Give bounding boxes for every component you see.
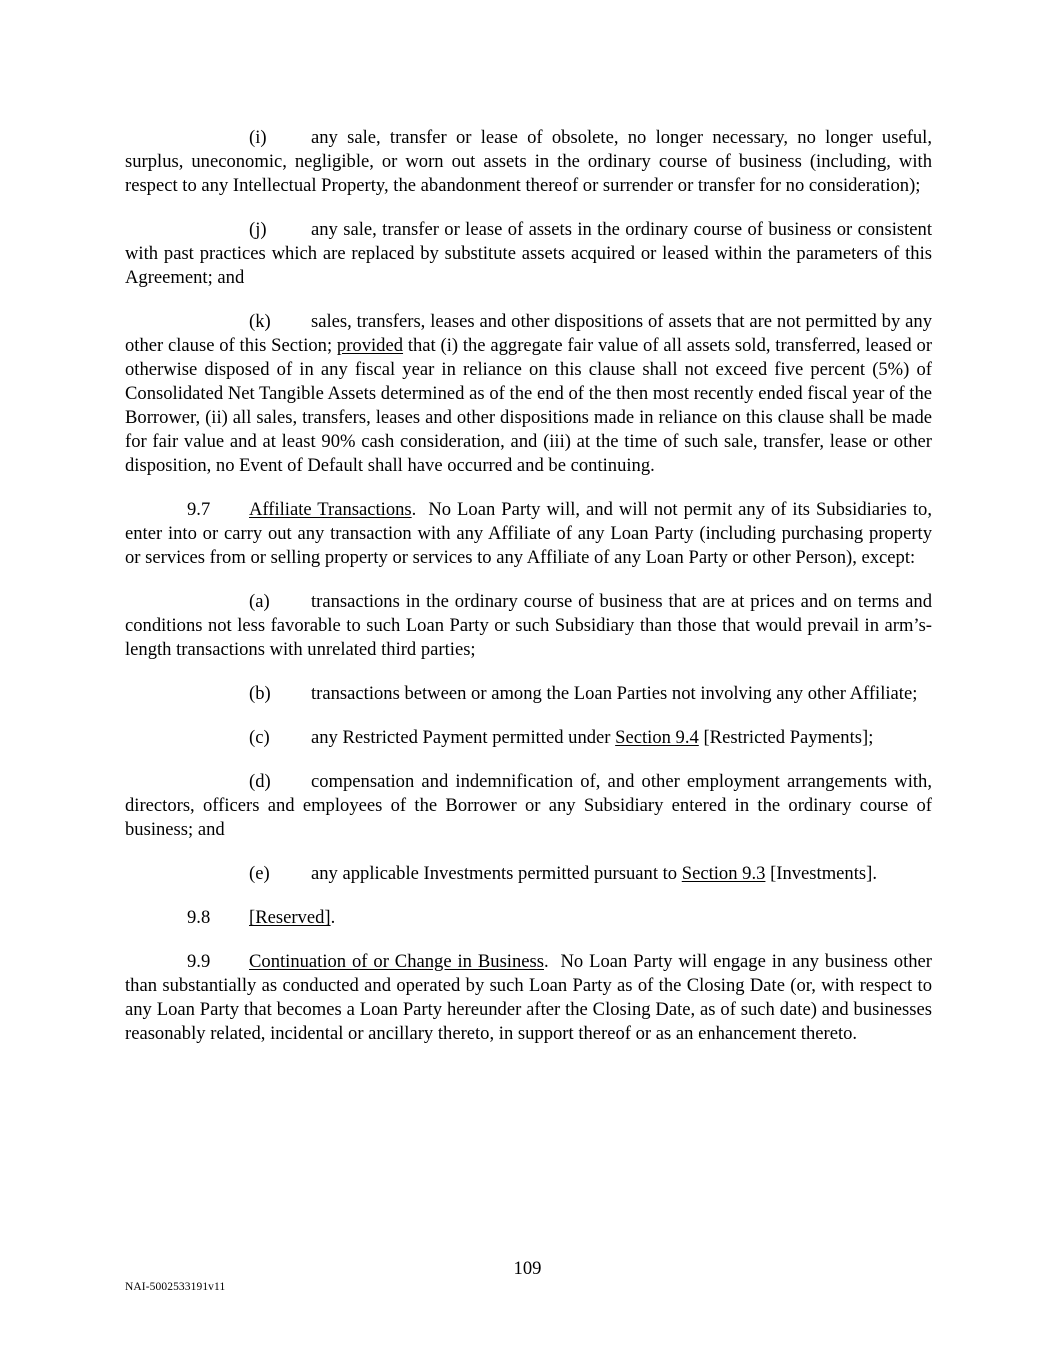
clause-text: any sale, transfer or lease of obsolete, no longer necessary, no longer useful, surplus, uneconomic, negligible, or worn out assets in the ordinary course of business (including, with respect to any Intellectual Property, the abandonment thereof or surrender or transfer for no consideration); [125,127,932,196]
clause-label: (c) [249,727,270,748]
section-9-4-link[interactable]: Section 9.4 [615,727,699,748]
clause-text: that (i) the aggregate fair value of all assets sold, transferred, leased or otherwise disposed of in any fiscal year in reliance on this clause shall not exceed five percent (5%) of Consolidated Net Tangible Assets determined as of the end of the then most recently ended fiscal year of the Borrower, (ii) all sales, transfers, leases and other dispositions made in reliance on this clause shall be made for fair value and at least 90% cash consideration, and (iii) at the time of such sale, transfer, lease or other disposition, no Event of Default shall have occurred and be continuing. [125,335,933,476]
clause-label: (i) [249,127,267,148]
clause-k [125,310,932,478]
clause-text: any Restricted Payment permitted under [311,727,611,748]
clause-text: transactions in the ordinary course of business that are at prices and on terms and conditions not less favorable to such Loan Party or such Subsidiary than those that would prevail in arm’s-length transactions with unrelated third parties; [125,591,932,660]
clause-label: (a) [249,591,270,612]
section-9-3-link[interactable]: Section 9.3 [681,863,766,884]
section-heading: Affiliate Transactions [249,499,412,520]
section-heading: [Reserved] [249,907,331,928]
clause-label: (d) [249,771,271,792]
clause-e [125,862,932,886]
clause-j [125,218,932,290]
clause-label: (k) [249,311,271,332]
clause-d [125,770,932,842]
section-text: No Loan Party will, and will not permit any of its Subsidiaries to, enter into or carry out any transaction with any Affiliate of any Loan Party (including purchasing property or services from or selling property or services to any Affiliate of any Loan Party or other Person), except: [125,499,933,568]
clause-text: [Restricted Payments]; [703,727,874,748]
clause-text: sales, transfers, leases and other dispositions of assets that are not permitted by any other clause of this Section; [125,311,932,356]
clause-label: (e) [249,863,270,884]
clause-text: any sale, transfer or lease of assets in the ordinary course of business or consistent with past practices which are replaced by substitute assets acquired or leased within the parameters of this Agreement; and [125,219,932,288]
clause-i [125,126,932,198]
clause-a [125,590,932,662]
provided-term: provided [336,335,404,356]
clause-c [125,726,932,750]
clause-label: (j) [249,219,267,240]
page-number: 109 [513,1258,542,1279]
clause-label: (b) [249,683,271,704]
section-heading: Continuation of or Change in Business [249,951,544,972]
section-9-7: 9.7 Affiliate Transactions. No Loan Party will, and will not permit any of its Subsidiaries to, enter into or carry out any transaction with any Affiliate of any Loan Party (including purchasing property or services from or selling property or services to any Affiliate of any Loan Party or other Person), except: [125,499,933,568]
clause-text: any applicable Investments permitted pursuant to [311,863,678,884]
section-number: 9.9 [187,951,211,972]
section-trail: . [330,907,336,928]
section-9-9: 9.9 Continuation of or Change in Business. No Loan Party will engage in any business other than substantially as conducted and operated by such Loan Party as of the Closing Date (or, with respect to any Loan Party that becomes a Loan Party hereunder after the Closing Date, as of such date) and businesses reasonably related, incidental or ancillary thereto, in support thereof or as an enhancement thereto. [125,951,932,1044]
clause-text: [Investments]. [770,863,877,884]
clause-text: transactions between or among the Loan Parties not involving any other Affiliate; [311,683,918,704]
clause-b [125,682,932,706]
document-page [125,126,932,1066]
section-number: 9.8 [187,907,211,928]
section-text: No Loan Party will engage in any business other than substantially as conducted and operated by such Loan Party as of the Closing Date (or, with respect to any Loan Party that becomes a Loan Party hereunder after the Closing Date, as of such date) and businesses reasonably related, incidental or ancillary thereto, in support thereof or as an enhancement thereto. [125,951,932,1044]
clause-text: compensation and indemnification of, and other employment arrangements with, directors, officers and employees of the Borrower or any Subsidiary entered in the ordinary course of business; and [125,771,932,840]
document-id: NAI-5002533191v11 [125,1281,226,1293]
section-9-8 [125,906,932,930]
section-number: 9.7 [187,499,211,520]
